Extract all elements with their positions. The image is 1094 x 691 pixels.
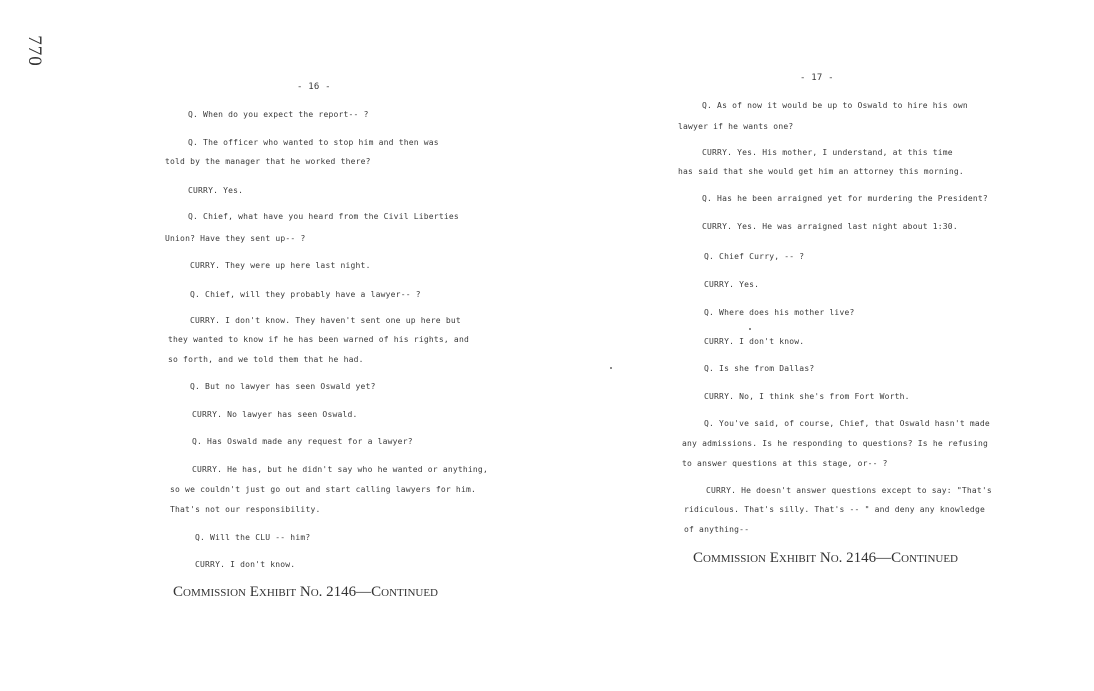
transcript-line: CURRY. They were up here last night. <box>190 261 371 270</box>
transcript-line: Q. Is she from Dallas? <box>704 364 815 373</box>
exhibit-caption: Commission Exhibit No. 2146—Continued <box>173 584 438 600</box>
transcript-line: Q. Has Oswald made any request for a lawyer? <box>192 437 413 446</box>
transcript-line: told by the manager that he worked there? <box>165 157 371 166</box>
transcript-line: Q. Chief Curry, -- ? <box>704 252 805 261</box>
transcript-line: to answer questions at this stage, or-- ? <box>682 459 888 468</box>
page-label: - 16 - <box>297 82 331 92</box>
transcript-line: Q. Chief, will they probably have a lawyer-- ? <box>190 290 421 299</box>
transcript-line: ridiculous. That's silly. That's -- " and deny any knowledge <box>684 505 985 514</box>
exhibit-caption: Commission Exhibit No. 2146—Continued <box>693 550 958 566</box>
transcript-line: has said that she would get him an attorney this morning. <box>678 167 964 176</box>
transcript-line: CURRY. I don't know. <box>195 560 296 569</box>
transcript-line: CURRY. He has, but he didn't say who he wanted or anything, <box>192 465 488 474</box>
transcript-line: lawyer if he wants one? <box>678 122 794 131</box>
transcript-line: Q. Chief, what have you heard from the Civil Liberties <box>188 212 459 221</box>
transcript-line: CURRY. No, I think she's from Fort Worth. <box>704 392 910 401</box>
transcript-line: CURRY. Yes. <box>188 186 244 195</box>
transcript-line: so we couldn't just go out and start calling lawyers for him. <box>170 485 477 494</box>
side-page-number: 770 <box>23 35 45 67</box>
transcript-line: of anything-- <box>684 525 750 534</box>
transcript-line: Q. Where does his mother live? <box>704 308 855 317</box>
transcript-line: CURRY. Yes. <box>704 280 760 289</box>
transcript-line: CURRY. He doesn't answer questions except to say: "That's <box>706 486 992 495</box>
scan-speck <box>749 328 751 330</box>
transcript-line: Q. But no lawyer has seen Oswald yet? <box>190 382 376 391</box>
transcript-line: CURRY. I don't know. They haven't sent one up here but <box>190 316 461 325</box>
transcript-line: That's not our responsibility. <box>170 505 321 514</box>
transcript-line: CURRY. Yes. His mother, I understand, at this time <box>702 148 953 157</box>
page-label: - 17 - <box>800 73 834 83</box>
transcript-line: Q. You've said, of course, Chief, that Oswald hasn't made <box>704 419 990 428</box>
transcript-line: Q. Will the CLU -- him? <box>195 533 311 542</box>
transcript-line: any admissions. Is he responding to questions? Is he refusing <box>682 439 989 448</box>
scan-speck <box>610 367 612 369</box>
transcript-line: Q. The officer who wanted to stop him and then was <box>188 138 439 147</box>
transcript-line: Q. As of now it would be up to Oswald to hire his own <box>702 101 968 110</box>
transcript-line: Q. Has he been arraigned yet for murdering the President? <box>702 194 988 203</box>
transcript-line: they wanted to know if he has been warned of his rights, and <box>168 335 469 344</box>
transcript-line: so forth, and we told them that he had. <box>168 355 364 364</box>
transcript-line: Q. When do you expect the report-- ? <box>188 110 369 119</box>
transcript-line: CURRY. No lawyer has seen Oswald. <box>192 410 358 419</box>
transcript-line: CURRY. I don't know. <box>704 337 805 346</box>
transcript-line: CURRY. Yes. He was arraigned last night about 1:30. <box>702 222 958 231</box>
transcript-line: Union? Have they sent up-- ? <box>165 234 306 243</box>
